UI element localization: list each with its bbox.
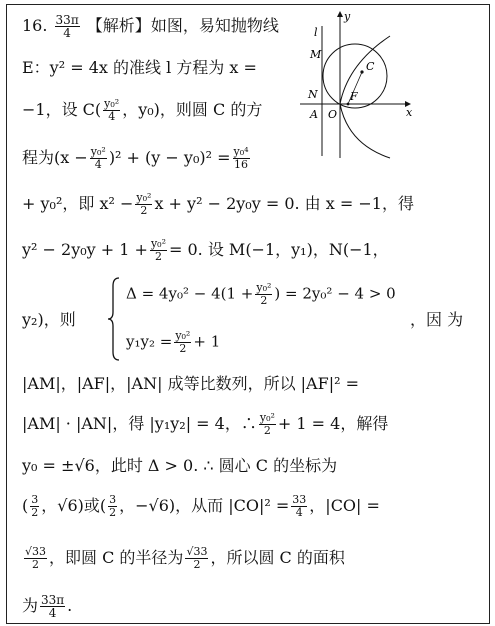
parabola-circle-figure	[298, 6, 416, 164]
line-1-text: 如图，易知抛物线	[150, 16, 279, 35]
point-f	[347, 103, 350, 106]
label-c: C	[366, 60, 375, 73]
analysis-tag: 【解析】	[86, 16, 151, 35]
line-2: E：y² = 4x 的准线 l 方程为 x =	[22, 58, 257, 77]
system-line-1: Δ = 4y₀² − 4(1 + $\frac{\text{y₀²}}{2}$ ) = 2y₀² − 4 > 0	[126, 281, 396, 307]
line-11: y₀ = ±√6，此时 Δ > 0. ∴ 圆心 C 的坐标为	[22, 456, 338, 475]
problem-number: 16.	[22, 16, 48, 35]
system-line-2: y₁y₂ = $\frac{\text{y₀²}}{2}$ + 1	[126, 329, 221, 355]
line-7-end: ，因 为	[410, 310, 464, 329]
label-m: M	[310, 48, 322, 61]
label-x: x	[406, 106, 413, 119]
line-6: y² − 2y₀y + 1 + $\frac{\text{y₀²}}{2}$ = 0. 设 M(−1，y₁)，N(−1，	[22, 237, 389, 263]
parabola-upper	[340, 36, 390, 104]
label-o: O	[328, 108, 338, 121]
line-10: |AM| · |AN|，得 |y₁y₂| = 4，∴ $\frac{\text{y₀²}}{2}$ + 1 = 4，解得	[22, 411, 389, 437]
line-12: ( $\frac{3}{2}$ ，√6)或( $\frac{3}{2}$ ，−√6)，从而 |CO|² = $\frac{33}{4}$ ，|CO| =	[22, 493, 380, 519]
line-7-start: y₂)，则	[22, 310, 76, 329]
line-9: |AM|，|AF|，|AN| 成等比数列，所以 |AF|² =	[22, 374, 360, 393]
label-l: l	[314, 26, 318, 39]
line-14: 为 $\frac{33\pi}{4}$ .	[22, 593, 73, 620]
line-5: + y₀²，即 x² − $\frac{\text{y₀²}}{2}$ x + y² − 2y₀y = 0. 由 x = −1，得	[22, 191, 414, 217]
point-c	[360, 70, 363, 73]
label-f: F	[350, 90, 358, 103]
answer-fraction: $\frac{33\pi}{4}$	[55, 13, 79, 40]
line-4: 程为(x − $\frac{\text{y₀²}}{4}$ )² + (y − y₀)² = $\frac{\text{y₀⁴}}{16}$	[22, 145, 249, 171]
line-13: $\frac{√33}{2}$ ，即圆 C 的半径为 $\frac{√33}{2}$ ，所以圆 C 的面积	[25, 545, 345, 571]
line-3: −1，设 C( $\frac{\text{y₀²}}{4}$ ，y₀)，则圆 C 的方	[22, 97, 263, 123]
label-y: y	[344, 10, 351, 23]
label-a: A	[310, 108, 318, 121]
system-brace	[107, 276, 121, 362]
parabola-lower	[340, 104, 390, 158]
label-n: N	[308, 88, 318, 101]
line-1	[22, 14, 279, 39]
